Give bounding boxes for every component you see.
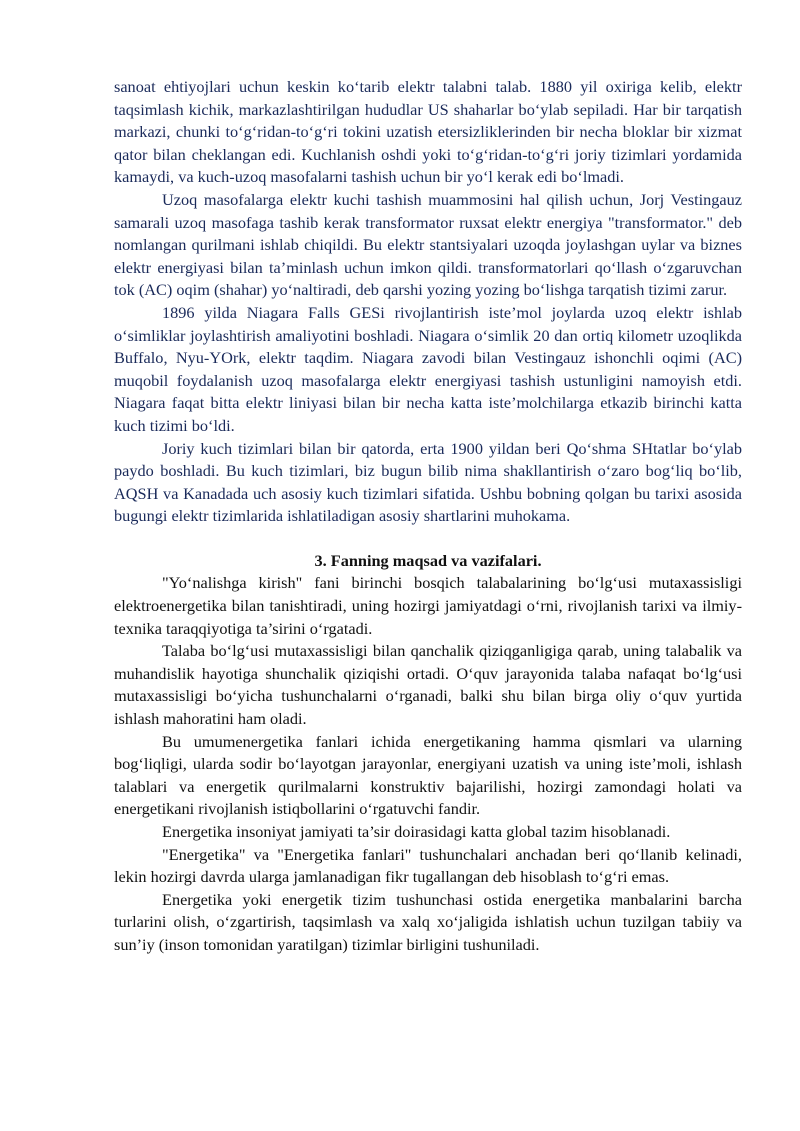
paragraph-niagara-falls: 1896 yilda Niagara Falls GESi rivojlantirish iste’mol joylarda uzoq elektr ishlab o‘simliklar joylashtirish amaliyotini boshladi. Niagara o‘simlik 20 dan ortiq kilometr uzoqlikda Buffalo, Nyu-YOrk, elektr taqdim. Niagara zavodi bilan Vestingauz ishonchli oqimi (AC) muqobil foydalanish uzoq masofalarga elektr energiyasi tashish ustunligini namoyish etdi. Niagara faqat bitta elektr liniyasi bilan bir necha katta iste’molchilarga etkazib birinchi katta kuch tizimi bo‘ldi.	[114, 302, 742, 435]
paragraph-electricity-distribution: sanoat ehtiyojlari uchun keskin ko‘tarib elektr talabni talab. 1880 yil oxiriga kelib, elektr taqsimlash kichik, markazlashtirilgan hududlar US shaharlar bo‘ylab sepiladi. Har bir tarqatish markazi, chunki to‘g‘ridan-to‘g‘ri tokini uzatish etersizliklerinden bir necha bloklar bir xizmat qator bilan cheklangan edi. Kuchlanish oshdi yoki to‘g‘ridan-to‘g‘ri joriy tizimlari yordamida kamaydi, va kuch-uzoq masofalarni tashish uchun bir yo‘l kerak edi bo‘lmadi.	[114, 77, 742, 187]
section-heading: 3. Fanning maqsad va vazifalari.	[314, 550, 542, 570]
paragraph-global-system: Energetika insoniyat jamiyati ta’sir doirasidagi katta global tazim hisoblanadi.	[162, 822, 671, 841]
paragraph-course-intro: "Yo‘nalishga kirish" fani birinchi bosqich talabalarining bo‘lg‘usi mutaxassisligi elektroenergetika bilan tanishtiradi, uning hozirgi jamiyatdagi o‘rni, rivojlanish tarixi va ilmiy-texnika taraqqiyotiga ta’sirini o‘rgatadi.	[114, 573, 742, 638]
goals-section	[114, 572, 742, 956]
paragraph-power-systems: Joriy kuch tizimlari bilan bir qatorda, erta 1900 yildan beri Qo‘shma SHtatlar bo‘ylab paydo boshladi. Bu kuch tizimlari, biz bugun bilib nima shakllantirish o‘zaro bog‘liq bo‘lib, AQSH va Kanadada uch asosiy kuch tizimlari sifatida. Ushbu bobning qolgan bu tarixi asosida bugungi elektr tizimlarida ishlatiladigan asosiy shartlarini muhokama.	[114, 438, 742, 526]
paragraph-westinghouse-transformer: Uzoq masofalarga elektr kuchi tashish muammosini hal qilish uchun, Jorj Vestingauz samarali uzoq masofaga tashib kerak transformator ruxsat elektr energiya "transformator." deb nomlangan qurilmani ishlab chiqildi. Bu elektr stantsiyalari uzoqda joylashgan uylar va biznes elektr energiyasi bilan ta’minlash uchun imkon qildi. transformatorlari qo‘llash o‘zgaruvchan tok (AC) oqim (shahar) yo‘naltiradi, deb qarshi yozing yozing bo‘lishga tarqatish tizimi zarur.	[114, 189, 742, 300]
paragraph-energy-concepts: "Energetika" va "Energetika fanlari" tushunchalari anchadan beri qo‘llanib kelinadi, lekin hozirgi davrda ularga jamlanadigan fikr tugallangan deb hisoblash to‘g‘ri emas.	[114, 844, 742, 887]
paragraph-student-interest: Talaba bo‘lg‘usi mutaxassisligi bilan qanchalik qiziqganligiga qarab, uning talabalik va muhandislik hayotiga shunchalik qiziqishi ortadi. O‘quv jarayonida talaba nafaqat bo‘lg‘usi mutaxassisligi bo‘yicha tushunchalarni o‘rganadi, balki shu bilan birga oliy o‘quv yurtida ishlash mahoratini ham oladi.	[114, 641, 742, 729]
paragraph-energy-definition: Energetika yoki energetik tizim tushunchasi ostida energetika manbalarini barcha turlarini olish, o‘zgartirish, taqsimlash va xalq xo‘jaligida ishlatish uchun tuzilgan tabiiy va sun’iy (inson tomonidan yaratilgan) tizimlar birligini tushuniladi.	[114, 889, 742, 954]
history-section	[114, 76, 742, 528]
paragraph-general-energy: Bu umumenergetika fanlari ichida energetikaning hamma qismlari va ularning bog‘liqligi, ularda sodir bo‘layotgan jarayonlar, energiyani uzatish va uning iste’moli, ishlash talablari va energetik qurilmalarni konstruktiv bajarilishi, hozirgi zamondagi holati va energetikani rivojlanish istiqbollarini o‘rgatuvchi fandir.	[114, 731, 742, 819]
